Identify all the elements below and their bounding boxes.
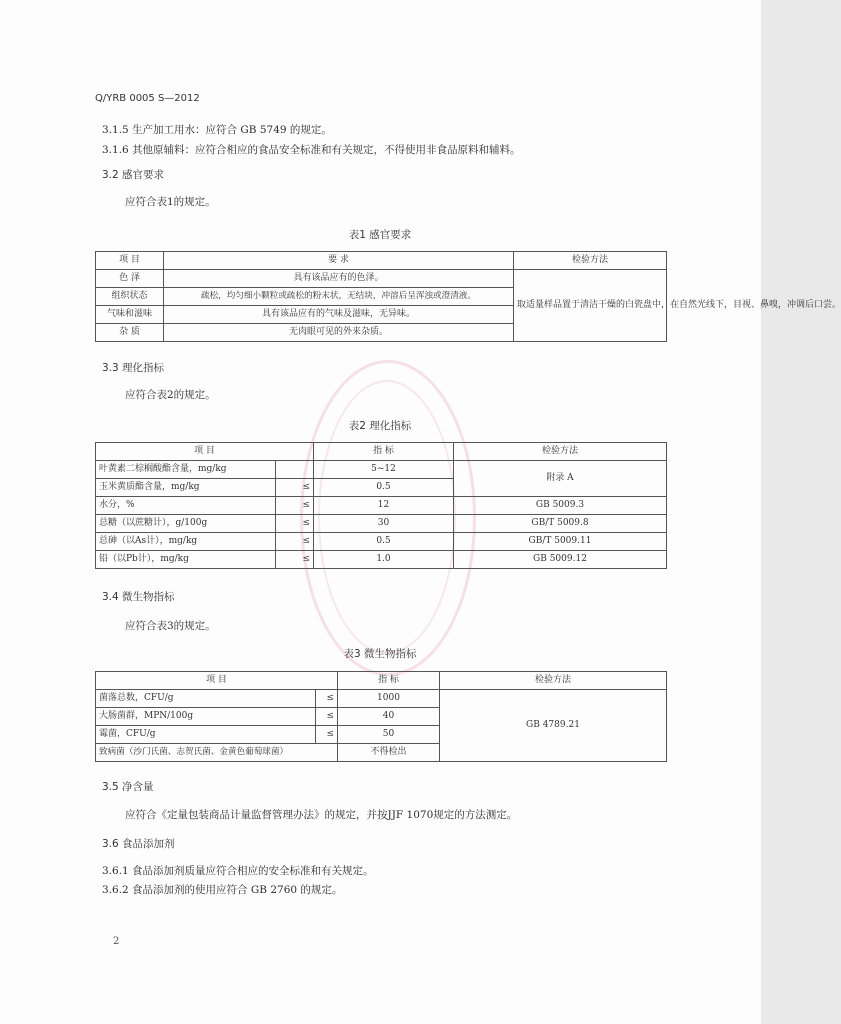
table-cell-method: 取适量样品置于清洁干燥的白瓷盘中，在自然光线下，目视、鼻嗅，冲调后口尝。 bbox=[514, 270, 667, 342]
table-header-cell: 要 求 bbox=[164, 252, 514, 270]
table-cell: 菌落总数，CFU/g bbox=[96, 690, 316, 708]
table-cell: 30 bbox=[314, 515, 454, 533]
table-cell: 叶黄素二棕榈酸酯含量，mg/kg bbox=[96, 461, 276, 479]
table-cell-operator: ≤ bbox=[316, 726, 338, 744]
table-cell: 色 泽 bbox=[96, 270, 164, 288]
table-cell: 总砷（以As计），mg/kg bbox=[96, 533, 276, 551]
table-cell: 1.0 bbox=[314, 551, 454, 569]
table-cell: 1000 bbox=[338, 690, 440, 708]
table1-caption: 表1 感官要求 bbox=[348, 229, 412, 241]
table-cell-operator: ≤ bbox=[316, 690, 338, 708]
table1-sensory bbox=[95, 251, 841, 342]
table-header-row bbox=[96, 443, 667, 461]
table-cell-operator bbox=[276, 461, 314, 479]
section-3-2-text: 应符合表1的规定。 bbox=[125, 196, 216, 208]
table-row bbox=[96, 690, 667, 708]
table-cell: 水分，% bbox=[96, 497, 276, 515]
section-3-3-text: 应符合表2的规定。 bbox=[125, 389, 216, 401]
table-cell-operator: ≤ bbox=[276, 515, 314, 533]
table-cell: 杂 质 bbox=[96, 324, 164, 342]
table3-microbiological bbox=[95, 671, 667, 762]
section-3-3-heading: 3.3 理化指标 bbox=[102, 362, 165, 374]
page-number: 2 bbox=[113, 936, 120, 947]
table-cell-operator: ≤ bbox=[276, 551, 314, 569]
table-cell: 玉米黄质酯含量，mg/kg bbox=[96, 479, 276, 497]
table-cell-method: GB 4789.21 bbox=[440, 690, 667, 762]
table-header-cell: 检验方法 bbox=[454, 443, 667, 461]
table2-caption: 表2 理化指标 bbox=[348, 420, 412, 432]
clause-3-6-1: 3.6.1 食品添加剂质量应符合相应的安全标准和有关规定。 bbox=[102, 865, 374, 877]
table-cell: 0.5 bbox=[314, 533, 454, 551]
table-header-cell: 项 目 bbox=[96, 252, 164, 270]
table-cell: 霉菌，CFU/g bbox=[96, 726, 316, 744]
table-cell: 具有该品应有的气味及滋味，无异味。 bbox=[164, 306, 514, 324]
table-cell: 铅（以Pb计），mg/kg bbox=[96, 551, 276, 569]
table-row bbox=[96, 270, 667, 288]
table-cell: GB 5009.3 bbox=[454, 497, 667, 515]
section-3-4-heading: 3.4 微生物指标 bbox=[102, 591, 175, 603]
table-cell: 不得检出 bbox=[338, 744, 440, 762]
table-header-row bbox=[96, 252, 667, 270]
table-cell-operator: ≤ bbox=[316, 708, 338, 726]
table-cell: 40 bbox=[338, 708, 440, 726]
table-header-cell: 指 标 bbox=[314, 443, 454, 461]
section-3-5-heading: 3.5 净含量 bbox=[102, 781, 154, 793]
table-cell: 组织状态 bbox=[96, 288, 164, 306]
section-3-2-heading: 3.2 感官要求 bbox=[102, 169, 165, 181]
table-row bbox=[96, 461, 667, 479]
section-3-6-heading: 3.6 食品添加剂 bbox=[102, 838, 175, 850]
table-header-cell: 指 标 bbox=[338, 672, 440, 690]
table-row bbox=[96, 551, 667, 569]
table-cell-operator: ≤ bbox=[276, 479, 314, 497]
table-cell: 大肠菌群，MPN/100g bbox=[96, 708, 316, 726]
table-cell: 总糖（以蔗糖计），g/100g bbox=[96, 515, 276, 533]
table-header-cell: 检验方法 bbox=[440, 672, 667, 690]
table-cell: GB 5009.12 bbox=[454, 551, 667, 569]
table-header-cell: 项 目 bbox=[96, 443, 314, 461]
table-row bbox=[96, 515, 667, 533]
table-cell: 无肉眼可见的外来杂质。 bbox=[164, 324, 514, 342]
table-cell: 疏松，均匀细小颗粒或疏松的粉末状，无结块，冲溶后呈浑浊或澄清液。 bbox=[164, 288, 514, 306]
table-cell: 致病菌（沙门氏菌、志贺氏菌、金黄色葡萄球菌） bbox=[96, 744, 338, 762]
table-row bbox=[96, 497, 667, 515]
table-header-cell: 项 目 bbox=[96, 672, 338, 690]
table-cell: 5~12 bbox=[314, 461, 454, 479]
table-cell: 具有该品应有的色泽。 bbox=[164, 270, 514, 288]
table3-caption: 表3 微生物指标 bbox=[343, 648, 417, 660]
table-cell: 气味和滋味 bbox=[96, 306, 164, 324]
table-row bbox=[96, 533, 667, 551]
clause-3-1-6: 3.1.6 其他原辅料：应符合相应的食品安全标准和有关规定，不得使用非食品原料和辅料。 bbox=[102, 144, 521, 156]
table-header-cell: 检验方法 bbox=[514, 252, 667, 270]
clause-3-6-2: 3.6.2 食品添加剂的使用应符合 GB 2760 的规定。 bbox=[102, 884, 343, 896]
table-cell: 12 bbox=[314, 497, 454, 515]
table-cell: 0.5 bbox=[314, 479, 454, 497]
table-cell-method: 附录 A bbox=[454, 461, 667, 497]
table-cell: GB/T 5009.8 bbox=[454, 515, 667, 533]
table-cell-operator: ≤ bbox=[276, 497, 314, 515]
table-cell-operator: ≤ bbox=[276, 533, 314, 551]
table2-physicochemical bbox=[95, 442, 667, 569]
section-3-4-text: 应符合表3的规定。 bbox=[125, 620, 216, 632]
section-3-5-text: 应符合《定量包装商品计量监督管理办法》的规定，并按JJF 1070规定的方法测定。 bbox=[125, 809, 518, 821]
clause-3-1-5: 3.1.5 生产加工用水：应符合 GB 5749 的规定。 bbox=[102, 124, 332, 136]
doc-code: Q/YRB 0005 S—2012 bbox=[95, 93, 200, 104]
table-header-row bbox=[96, 672, 667, 690]
table-cell: GB/T 5009.11 bbox=[454, 533, 667, 551]
table-cell: 50 bbox=[338, 726, 440, 744]
